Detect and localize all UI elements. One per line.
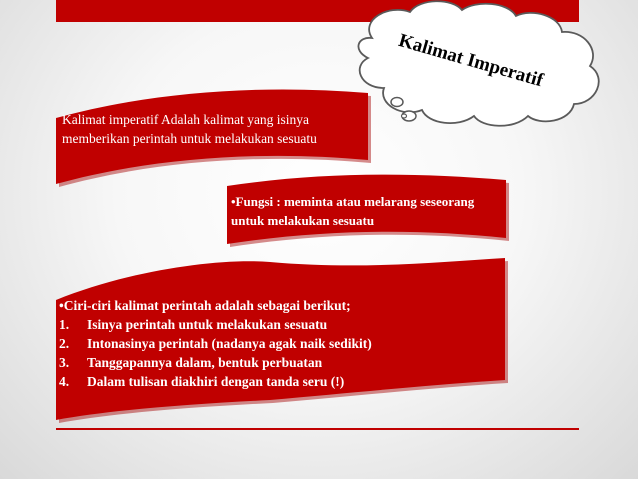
list-item-number: 4. (59, 374, 70, 389)
list-item-text: Isinya perintah untuk melakukan sesuatu (87, 317, 328, 332)
list-item (59, 372, 499, 391)
list-item-number: 1. (59, 317, 70, 332)
list-item (59, 334, 499, 353)
characteristics-block (59, 296, 499, 391)
list-item-text: Tanggapannya dalam, bentuk perbuatan (87, 355, 323, 370)
list-item-text: Intonasinya perintah (nadanya agak naik sedikit) (87, 336, 372, 351)
list-item-text: Dalam tulisan diakhiri dengan tanda seru (!) (87, 374, 345, 389)
list-item-number: 2. (59, 336, 70, 351)
list-item (59, 353, 499, 372)
definition-text: Kalimat imperatif Adalah kalimat yang isinya memberikan perintah untuk melakukan sesuatu (62, 112, 317, 146)
cloud-title: Kalimat Imperatif (396, 30, 546, 92)
bottom-divider (56, 428, 579, 430)
list-item (59, 315, 499, 334)
characteristics-heading: •Ciri-ciri kalimat perintah adalah sebagai berikut; (59, 298, 351, 313)
list-item-number: 3. (59, 355, 70, 370)
function-text: •Fungsi : meminta atau melarang seseorang untuk melakukan sesuatu (231, 194, 475, 228)
